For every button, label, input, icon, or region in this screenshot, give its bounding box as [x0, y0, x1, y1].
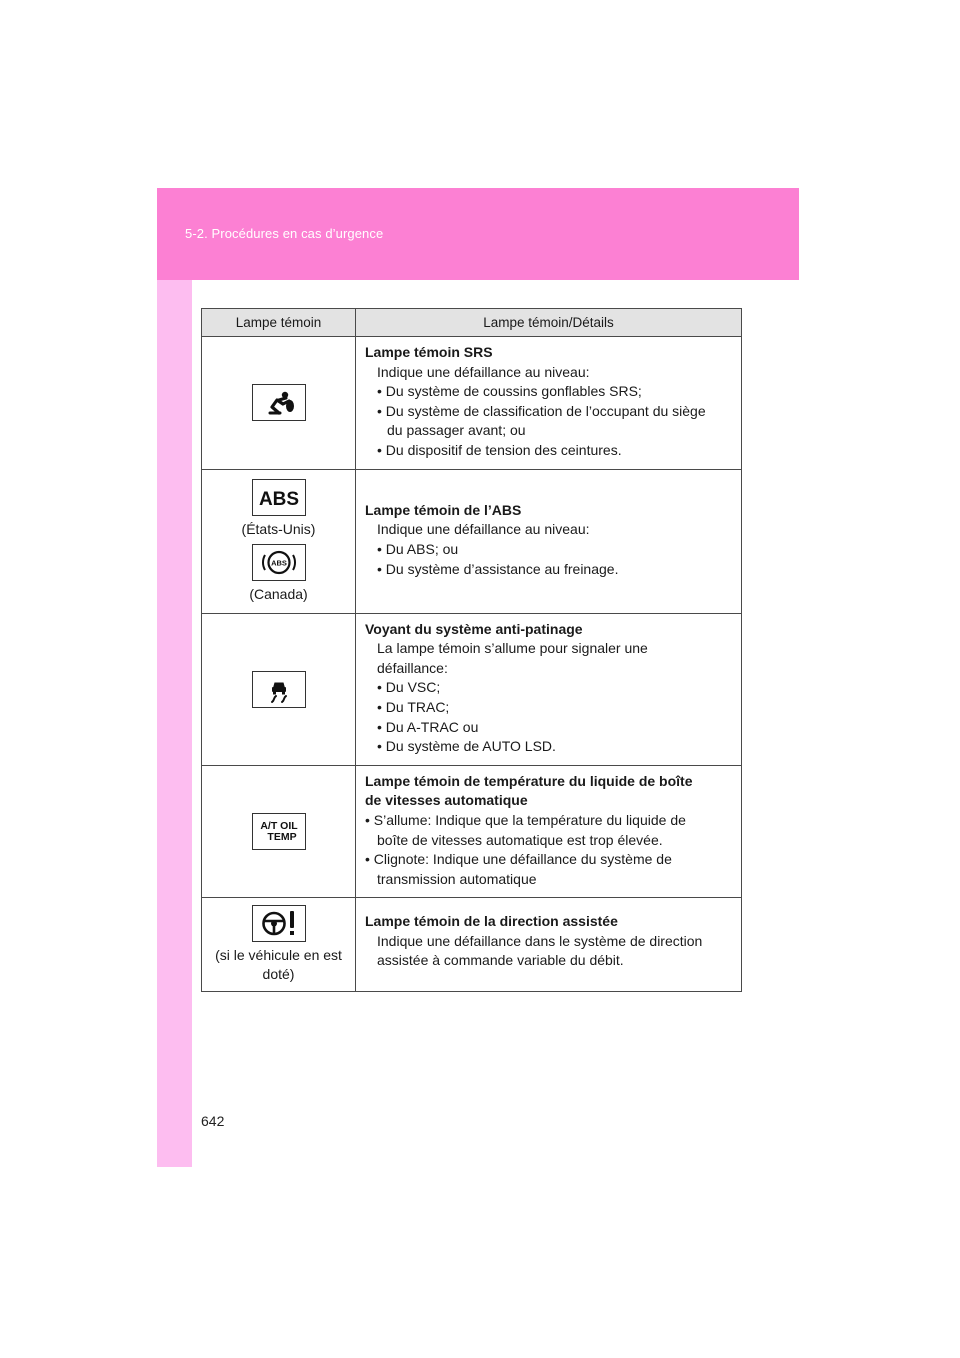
column-header-details: Lampe témoin/Détails — [356, 309, 742, 337]
table-row-abs — [202, 469, 742, 613]
detail-line: • Du dispositif de tension des ceintures. — [377, 441, 622, 458]
detail-line: • Du A-TRAC ou — [377, 718, 479, 735]
detail-line: Indique une défaillance dans le système de direction — [377, 932, 703, 949]
icon-cell — [202, 765, 356, 898]
detail-line: • Du ABS; ou — [377, 541, 459, 558]
column-header-lamp: Lampe témoin — [202, 309, 356, 337]
icon-caption-line: (si le véhicule en est — [215, 947, 342, 964]
icon-cell — [202, 469, 356, 613]
abs-circle-icon — [252, 544, 306, 581]
detail-line: • Du système de coussins gonflables SRS; — [377, 383, 642, 400]
left-margin-strip — [157, 280, 192, 1167]
details-cell — [356, 469, 742, 613]
at-oil-temp-icon — [252, 813, 306, 850]
table-row-power-steering — [202, 898, 742, 992]
svg-text:A/T OIL: A/T OIL — [259, 820, 298, 832]
svg-text:ABS: ABS — [258, 489, 299, 511]
details-cell — [356, 337, 742, 470]
table-row-slip — [202, 613, 742, 765]
details-cell — [356, 613, 742, 765]
detail-line: transmission automatique — [377, 870, 537, 887]
icon-caption-line: doté) — [262, 966, 295, 983]
detail-line: • Du TRAC; — [377, 698, 450, 715]
lamp-title: Lampe témoin de l’ABS — [365, 501, 522, 518]
detail-line: La lampe témoin s’allume pour signaler une — [377, 640, 648, 657]
icon-cell — [202, 898, 356, 992]
table-header-row — [202, 309, 742, 337]
page-number: 642 — [201, 1113, 225, 1129]
icon-caption: (Canada) — [249, 586, 308, 603]
icon-caption — [202, 946, 355, 984]
icon-cell — [202, 613, 356, 765]
power-steering-warning-icon — [252, 905, 306, 942]
lamp-title: Voyant du système anti-patinage — [365, 620, 583, 637]
abs-text-icon — [252, 479, 306, 516]
detail-line: • Du VSC; — [377, 679, 441, 696]
section-title: 5-2. Procédures en cas d’urgence — [185, 226, 384, 241]
icon-caption: (États-Unis) — [241, 521, 316, 538]
lamp-title: Lampe témoin de température du liquide de boîte — [365, 772, 693, 789]
icon-cell — [202, 337, 356, 470]
detail-line: Indique une défaillance au niveau: — [377, 521, 590, 538]
lamp-title: Lampe témoin de la direction assistée — [365, 913, 618, 930]
details-cell — [356, 898, 742, 992]
lamp-title: Lampe témoin SRS — [365, 344, 493, 360]
table-row-srs — [202, 337, 742, 470]
warning-lamp-table — [201, 308, 742, 992]
detail-line: • Du système de AUTO LSD. — [377, 738, 556, 755]
detail-line: assistée à commande variable du débit. — [377, 952, 624, 969]
detail-line: • Clignote: Indique une défaillance du système de — [365, 851, 672, 868]
details-cell — [356, 765, 742, 898]
detail-line: • S’allume: Indique que la température du liquide de — [365, 811, 686, 828]
srs-airbag-icon — [252, 384, 306, 421]
table-row-at-oil — [202, 765, 742, 898]
detail-line: défaillance: — [377, 659, 448, 676]
skidding-car-icon — [252, 671, 306, 708]
detail-line: Indique une défaillance au niveau: — [377, 363, 590, 380]
detail-line: du passager avant; ou — [387, 422, 526, 439]
lamp-title: de vitesses automatique — [365, 792, 528, 809]
svg-text:TEMP: TEMP — [266, 831, 297, 843]
detail-line: • Du système de classification de l’occupant du siège — [377, 402, 706, 419]
svg-text:ABS: ABS — [270, 558, 287, 568]
detail-line: • Du système d’assistance au freinage. — [377, 560, 619, 577]
detail-line: boîte de vitesses automatique est trop élevée. — [377, 831, 663, 848]
